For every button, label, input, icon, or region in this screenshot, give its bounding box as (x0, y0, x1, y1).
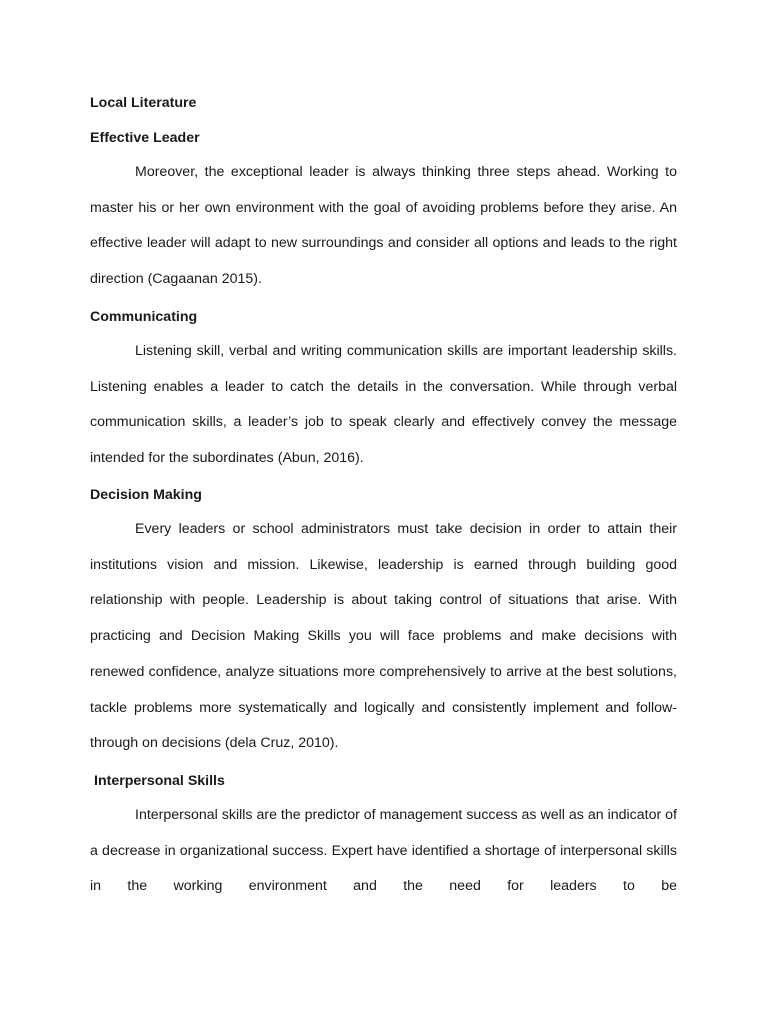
section-body-communicating: Listening skill, verbal and writing communication skills are important leadership skills. Listening enables a leader to catch the details in the conversation. While through verbal communication skills, a leader’s job to speak clearly and effectively convey the message intended for the subordinates (Abun, 2016). (90, 343, 677, 467)
section-heading-communicating: Communicating (90, 309, 198, 325)
section-body-decision-making: Every leaders or school administrators must take decision in order to attain their institutions vision and mission. Likewise, leadership is earned through building good relationship with people. Leadership is about taking control of situations that arise. With practicing and Decision Making Skills you will face problems and make decisions with renewed confidence, analyze situations more comprehensively to arrive at the best solutions, tackle problems more systematically and logically and consistently implement and follow-through on decisions (dela Cruz, 2010). (90, 521, 677, 752)
section-heading-interpersonal-skills: Interpersonal Skills (94, 773, 225, 789)
section-body-interpersonal-skills: Interpersonal skills are the predictor of management success as well as an indicator of a decrease in organizational success. Expert have identified a shortage of interpersonal skills in the working environment and the need for leaders to be (90, 807, 677, 895)
section-heading-effective-leader: Effective Leader (90, 130, 200, 146)
document-title: Local Literature (90, 95, 197, 111)
section-heading-decision-making: Decision Making (90, 487, 202, 503)
section-body-effective-leader: Moreover, the exceptional leader is always thinking three steps ahead. Working to master his or her own environment with the goal of avoiding problems before they arise. An effective leader will adapt to new surroundings and consider all options and leads to the right direction (Cagaanan 2015). (90, 164, 677, 288)
